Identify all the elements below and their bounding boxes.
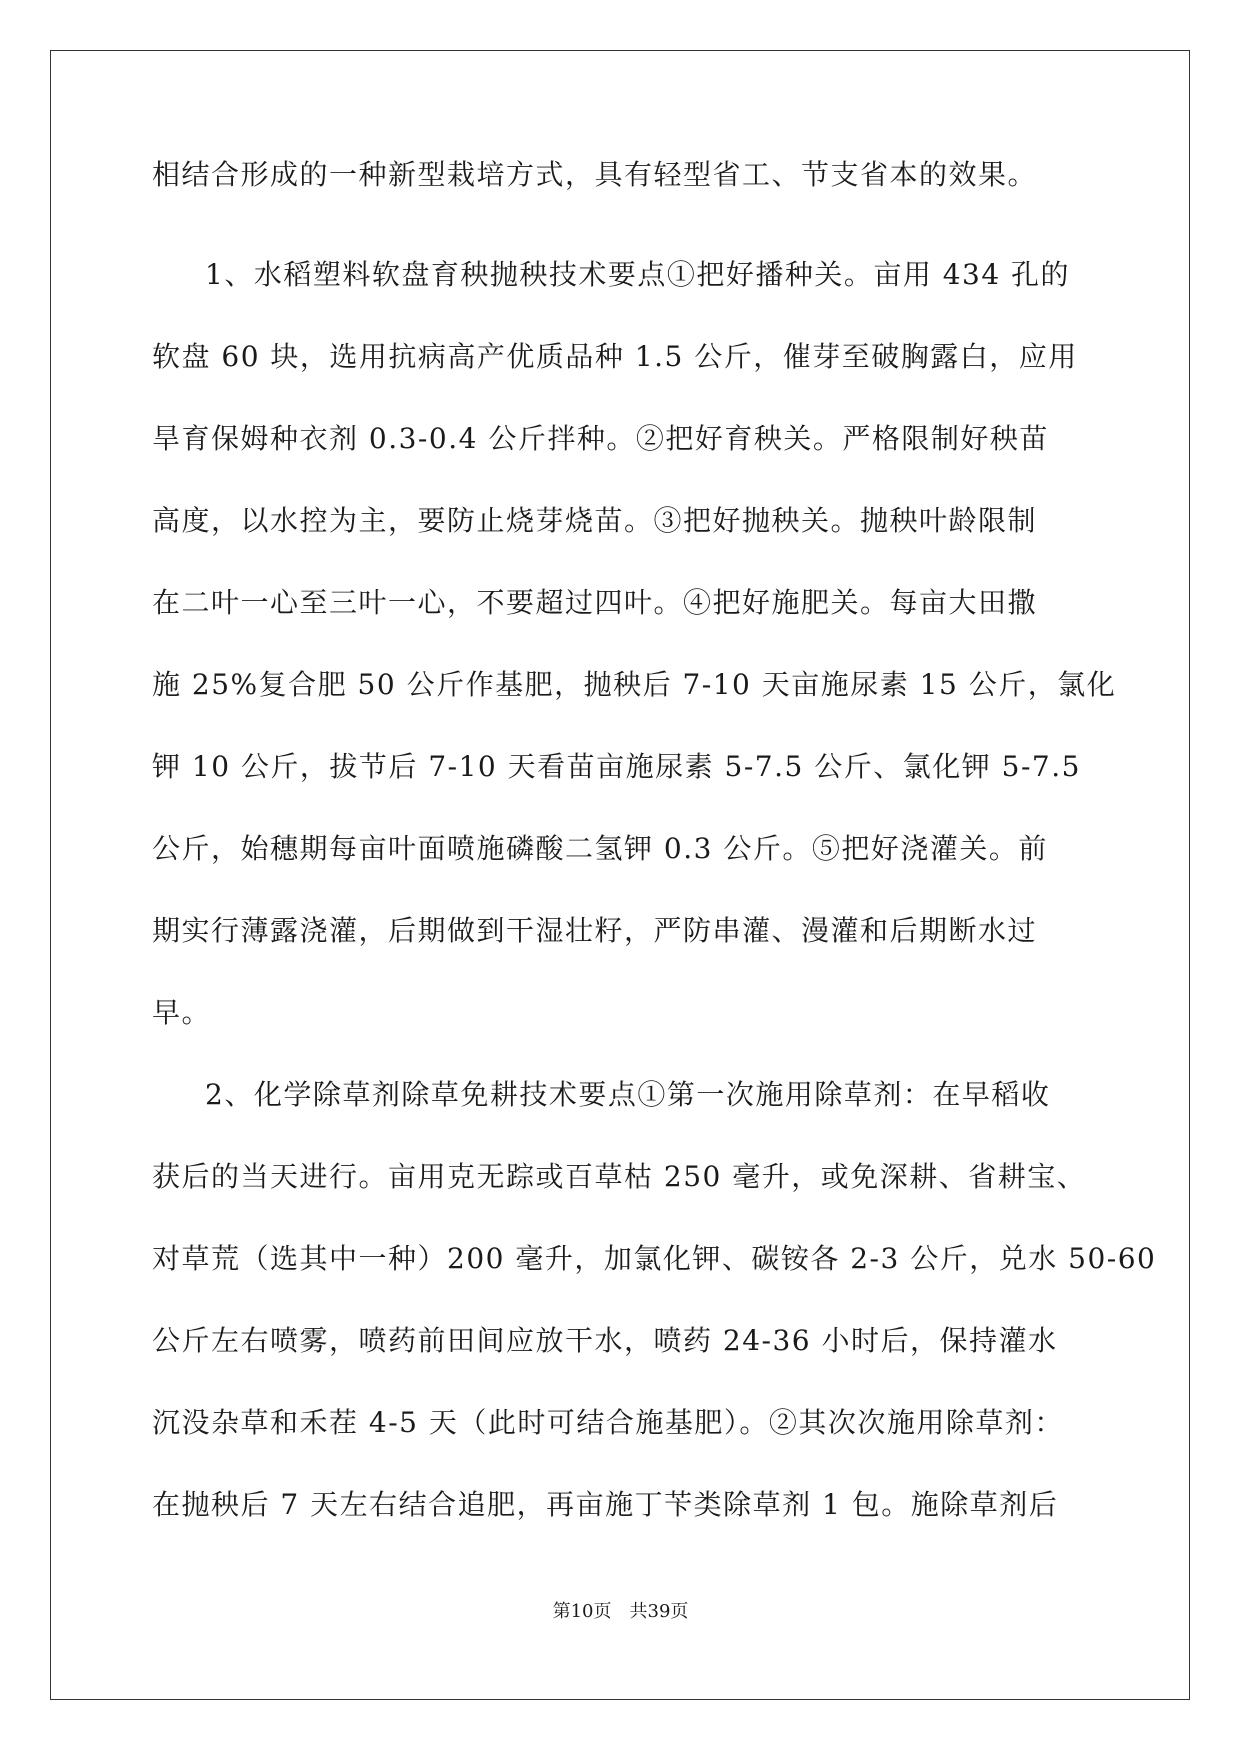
paragraph-first-line: 2、化学除草剂除草免耕技术要点①第一次施用除草剂：在早稻收	[205, 1078, 1051, 1111]
page-number: 第10页	[552, 1601, 612, 1622]
body-text-line: 对草荒（选其中一种）200 毫升，加氯化钾、碳铵各 2-3 公斤，兑水 50-60	[152, 1242, 1157, 1275]
body-text-line: 期实行薄露浇灌，后期做到干湿壮籽，严防串灌、漫灌和后期断水过	[152, 914, 1038, 947]
body-text-line: 旱育保姆种衣剂 0.3-0.4 公斤拌种。②把好育秧关。严格限制好秧苗	[152, 422, 1049, 455]
page-total: 共39页	[629, 1601, 689, 1622]
body-text-line: 相结合形成的一种新型栽培方式，具有轻型省工、节支省本的效果。	[152, 158, 1038, 191]
body-text-line: 在抛秧后 7 天左右结合追肥，再亩施丁苄类除草剂 1 包。施除草剂后	[152, 1488, 1059, 1521]
body-text-line: 施 25%复合肥 50 公斤作基肥，抛秧后 7-10 天亩施尿素 15 公斤，氯化	[152, 668, 1117, 701]
body-text-line: 钾 10 公斤，拔节后 7-10 天看苗亩施尿素 5-7.5 公斤、氯化钾 5-7.5	[152, 750, 1081, 783]
body-text-line: 公斤，始穗期每亩叶面喷施磷酸二氢钾 0.3 公斤。⑤把好浇灌关。前	[152, 832, 1048, 865]
page-border	[50, 50, 1190, 1700]
paragraph-first-line: 1、水稻塑料软盘育秧抛秧技术要点①把好播种关。亩用 434 孔的	[205, 258, 1071, 291]
body-text-line: 公斤左右喷雾，喷药前田间应放干水，喷药 24-36 小时后，保持灌水	[152, 1324, 1058, 1357]
body-text-line: 在二叶一心至三叶一心，不要超过四叶。④把好施肥关。每亩大田撒	[152, 586, 1038, 619]
page-footer	[0, 1600, 1241, 1624]
body-text-line: 沉没杂草和禾茬 4-5 天（此时可结合施基肥）。②其次次施用除草剂：	[152, 1406, 1064, 1439]
body-text-line: 早。	[152, 996, 212, 1029]
body-text-line: 软盘 60 块，选用抗病高产优质品种 1.5 公斤，催芽至破胸露白，应用	[152, 340, 1078, 373]
body-text-line: 获后的当天进行。亩用克无踪或百草枯 250 毫升，或免深耕、省耕宝、	[152, 1160, 1087, 1193]
body-text-line: 高度，以水控为主，要防止烧芽烧苗。③把好抛秧关。抛秧叶龄限制	[152, 504, 1038, 537]
